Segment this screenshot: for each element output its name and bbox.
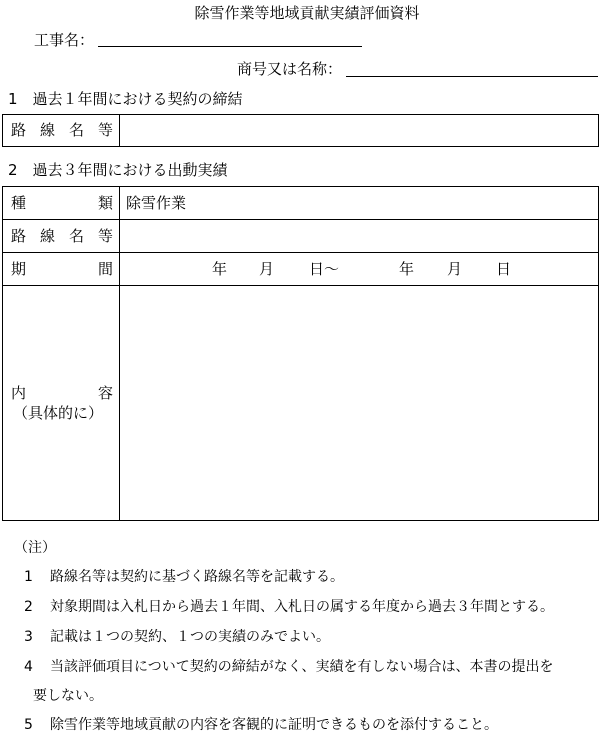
- section1-heading: 1 過去１年間における契約の締結: [8, 90, 243, 108]
- period-to-year: 年: [399, 260, 415, 278]
- period-label: 期 間: [3, 253, 120, 286]
- route-name-value-1[interactable]: [120, 115, 599, 147]
- period-to-month: 月: [447, 260, 463, 278]
- note-4-continuation: 要しない。: [33, 688, 103, 704]
- period-value[interactable]: [120, 253, 599, 286]
- note-3-number: 3: [24, 629, 33, 645]
- type-label: 種 類: [3, 187, 120, 220]
- document-title: 除雪作業等地域貢献実績評価資料: [194, 4, 420, 22]
- period-to-day: 日: [496, 260, 512, 278]
- period-from-day: 日～: [309, 260, 340, 278]
- period-from-month: 月: [259, 260, 275, 278]
- construction-name-field[interactable]: [98, 46, 362, 47]
- route-name-value-2[interactable]: [120, 220, 599, 253]
- construction-name-label: 工事名：: [34, 31, 95, 49]
- content-value[interactable]: [120, 286, 599, 521]
- note-4-number: 4: [24, 659, 33, 675]
- note-5-number: 5: [24, 717, 33, 733]
- section2-heading: 2 過去３年間における出動実績: [8, 161, 228, 179]
- note-5-text: 除雪作業等地域貢献の内容を客観的に証明できるものを添付すること。: [50, 717, 498, 733]
- company-name-label: 商号又は名称：: [237, 60, 343, 78]
- type-value[interactable]: 除雪作業: [120, 187, 599, 220]
- note-2-number: 2: [24, 599, 33, 615]
- note-2-text: 対象期間は入札日から過去１年間、入札日の属する年度から過去３年間とする。: [50, 599, 554, 615]
- content-label-line1: 内 容: [11, 383, 113, 402]
- note-1-number: 1: [24, 569, 33, 585]
- dispatch-table: [2, 186, 599, 521]
- period-from-year: 年: [212, 260, 228, 278]
- route-name-label-1: 路 線 名 等: [3, 115, 120, 147]
- note-1-text: 路線名等は契約に基づく路線名等を記載する。: [50, 569, 344, 585]
- content-label: [3, 286, 120, 521]
- note-4-text: 当該評価項目について契約の締結がなく、実績を有しない場合は、本書の提出を: [50, 659, 554, 675]
- contract-table: [2, 114, 599, 147]
- note-3-text: 記載は１つの契約、１つの実績のみでよい。: [50, 629, 330, 645]
- notes-header: （注）: [14, 540, 56, 556]
- company-name-field[interactable]: [346, 76, 598, 77]
- route-name-label-2: 路 線 名 等: [3, 220, 120, 253]
- content-label-line2: （具体的に）: [13, 403, 104, 422]
